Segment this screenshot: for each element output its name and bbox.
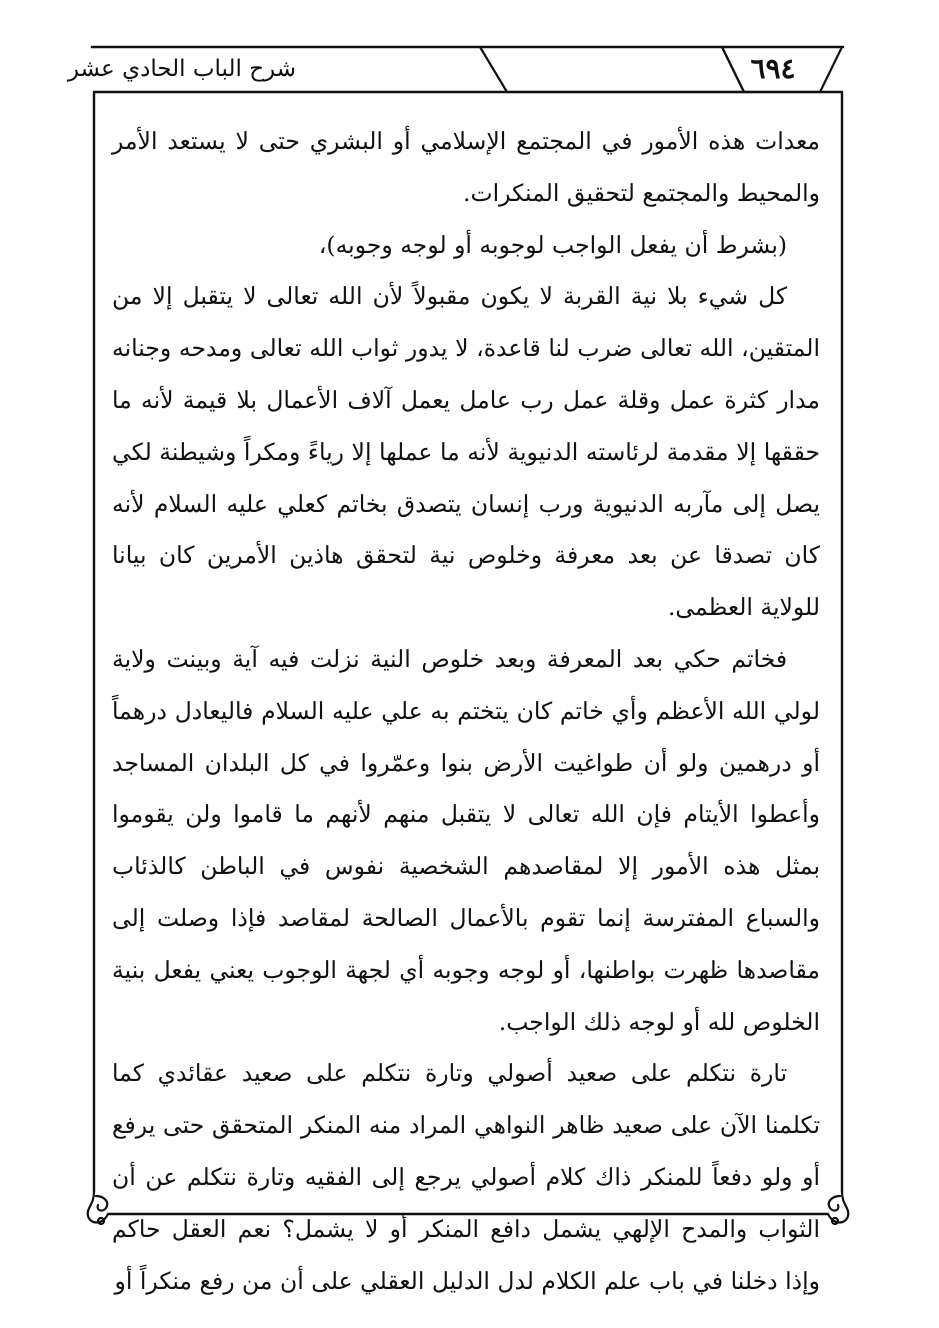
paragraph: (بشرط أن يفعل الواجب لوجوبه أو لوجه وجوبه)، xyxy=(318,230,788,259)
paragraph: معدات هذه الأمور في المجتمع الإسلامي أو البشري حتى لا يستعد الأمر والمحيط والمجتمع لتحقيق المنكرات. xyxy=(112,127,820,207)
paragraph: كل شيء بلا نية القربة لا يكون مقبولاً لأن الله تعالى لا يتقبل إلا من المتقين، الله تعالى ضرب لنا قاعدة، لا يدور ثواب الله تعالى ومدحه وجنانه مدار كثرة عمل وقلة عمل رب عامل يعمل آلاف الأعمال بلا قيمة لأنه ما حققها إلا مقدمة لرئاسته الدنيوية لأنه ما عملها إلا رياءً ومكراً وشيطنة لكي يصل إلى مآربه الدنيوية ورب إنسان يتصدق بخاتم كعلي عليه السلام لأنه كان تصدقا عن بعد معرفة وخلوص نية لتحقق هاذين الأمرين كان بيانا للولاية العظمى. xyxy=(112,282,820,622)
paragraph: فخاتم حكي بعد المعرفة وبعد خلوص النية نزلت فيه آية وبينت ولاية لولي الله الأعظم وأي خاتم كان يتختم به علي عليه السلام فاليعادل درهماً أو درهمين ولو أن طواغيت الأرض بنوا وعمّروا في كل البلدان المساجد وأعطوا الأيتام فإن الله تعالى لا يتقبل منهم لأنهم ما قاموا ولن يقوموا بمثل هذه الأمور إلا لمقاصدهم الشخصية نفوس في الباطن كالذئاب والسباع المفترسة إنما تقوم بالأعمال الصالحة لمقاصد فإذا وصلت إلى مقاصدها ظهرت بواطنها، أو لوجه وجوبه أي لجهة الوجوب يعني يفعل بنية الخلوص لله أو لوجه ذلك الواجب. xyxy=(112,644,820,1036)
page-number: ٦٩٤ xyxy=(750,52,796,85)
body-text xyxy=(112,116,820,1307)
running-header-title: شرح الباب الحادي عشر xyxy=(67,56,296,82)
paragraph: تارة نتكلم على صعيد أصولي وتارة نتكلم على صعيد عقائدي كما تكلمنا الآن على صعيد ظاهر النواهي المراد منه المنكر المتحقق حتى يرفع أو ولو دفعاً للمنكر ذاك كلام أصولي يرجع إلى الفقيه وتارة نتكلم عن أن الثواب والمدح الإلهي يشمل دافع المنكر أو لا يشمل؟ نعم العقل حاكم وإذا دخلنا في باب علم الكلام لدل الدليل العقلي على أن من رفع منكراً أو xyxy=(112,1059,820,1295)
